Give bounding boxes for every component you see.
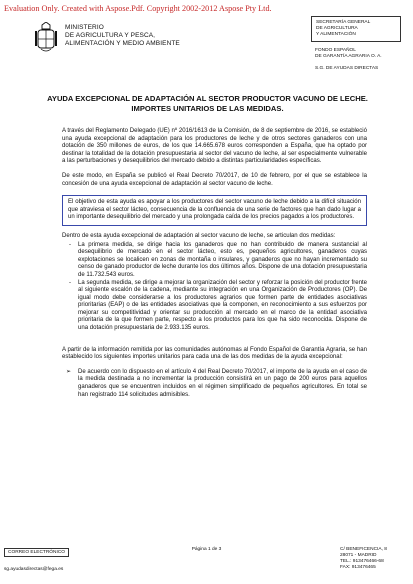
fega-name [311, 48, 401, 60]
list-item: - La primera medida, se dirige hacia los ganaderos que no han contribuido de manera sustancial al desequilibrio de mercado en el sector lácteo, esto es, pequeños agricultores, ganaderos cuyas explotaciones se localicen en zonas de montaña o insulares, y ganaderos que no hayan incrementado su censo de ganado productor de leche durante los dos últimos años. Dispone de una dotación presupuestaria de 11.732.543 euros. [78, 242, 367, 280]
paragraph: De este modo, en España se publicó el Real Decreto 70/2017, de 10 de febrero, por el que se establece la concesión de una ayuda excepcional de adaptación al sector vacuno de leche. [62, 172, 367, 187]
address-line: C/ BENEFICENCIA, 8 [340, 547, 387, 552]
subdirectorate-name: S.G. DE AYUDAS DIRECTAS [315, 66, 379, 71]
document-title: AYUDA EXCEPCIONAL DE ADAPTACIÓN AL SECTOR PRODUCTOR VACUNO DE LECHE. IMPORTES UNITARIOS DE LAS MEDIDAS. [47, 94, 368, 113]
secretaria-line: SECRETARÍA GENERAL [316, 20, 371, 25]
coat-of-arms-icon [35, 22, 57, 54]
list-item: ➢ De acuerdo con lo dispuesto en el artículo 4 del Real Decreto 70/2017, el importe de la ayuda en el caso de la medida destinada a no incrementar la producción consistirá en un pago de 200 euros para aquellos ganaderos que se encuentren incluidos en el régimen simplificado de pequeños agricultores. En total se han registrado 114 solicitudes admisibles. [78, 369, 367, 399]
ministry-name [65, 24, 180, 48]
measures-list [62, 242, 367, 333]
paragraph: El objetivo de esta ayuda es apoyar a los productores del sector vacuno de leche debido a la difícil situación que atraviesa el sector lácteo, consecuencia de la confluencia de una serie de factores que han dado lugar a un importante desequilibrio del mercado y una prolongada caída de los precios pagados a los productores. [68, 199, 361, 221]
ministry-line: ALIMENTACIÓN Y MEDIO AMBIENTE [65, 40, 180, 47]
paragraph: A partir de la información remitida por las comunidades autónomas al Fondo Español de Garantía Agraria, se han establecido los siguientes importes unitarios para cada una de las dos medidas de la ayuda excepcional: [62, 346, 367, 361]
footer-address [340, 547, 387, 571]
paragraph: A través del Reglamento Delegado (UE) nº 2016/1613 de la Comisión, de 8 de septiembre de 2016, se estableció una ayuda excepcional de adaptación para los productores de leche y de otros sectores ganaderos con una dotación de 350 millones de euros, de los que 14.665.678 euros corresponden a España, que ha optado por destinar la totalidad de la dotación presupuestaria al sector del vacuno de leche, al ser especialmente vulnerable a las perturbaciones y desequilibrios del mercado debido a distintas particularidades específicas. [62, 128, 367, 165]
address-line: 28071 - MADRID [340, 553, 377, 558]
highlighted-paragraph [62, 195, 367, 226]
amounts-list [62, 369, 367, 399]
address-line: TEL.: 913476466-68 [340, 559, 384, 564]
evaluation-watermark: Evaluation Only. Created with Aspose.Pdf. Copyright 2002-2012 Aspose Pty Ltd. [4, 4, 272, 13]
fega-line: DE GARANTÍA AGRARIA O. A. [315, 54, 382, 59]
secretaria-line: Y ALIMENTACIÓN [316, 32, 356, 37]
email-link[interactable]: sg.ayudasdirectas@fega.es [4, 567, 64, 572]
list-item: - La segunda medida, se dirige a mejorar la organización del sector y reforzar la posición del productor frente al siguiente escalón de la cadena, mediante su integración en una Organización de Productores (OP). De igual modo debe considerarse a los productores agrarios que formen parte de entidades asociativas prioritarias (EAP) o de las entidades asociativas que la componen, en reconocimiento a sus esfuerzos por mejorar su competitividad y orientar su producción al mercado en el marco de la entidad asociativa prioritaria de la que formen parte, respecto a los productos para los que ha sido reconocida. Dispone de una dotación presupuestaria de 2.933.135 euros. [78, 280, 367, 333]
secretaria-box [311, 16, 401, 42]
ministry-line: MINISTERIO [65, 24, 104, 31]
address-line: FAX: 913476465 [340, 565, 376, 570]
ministry-line: DE AGRICULTURA Y PESCA, [65, 32, 156, 39]
fega-line: FONDO ESPAÑOL [315, 48, 356, 53]
paragraph: Dentro de esta ayuda excepcional de adaptación al sector vacuno de leche, se articulan dos medidas: [62, 232, 336, 239]
document-body [62, 128, 367, 405]
mail-label: CORREO ELECTRÓNICO [4, 548, 69, 557]
page-number: Página 1 de 3 [191, 547, 222, 552]
secretaria-line: DE AGRICULTURA [316, 26, 358, 31]
header-right-block [311, 16, 401, 71]
